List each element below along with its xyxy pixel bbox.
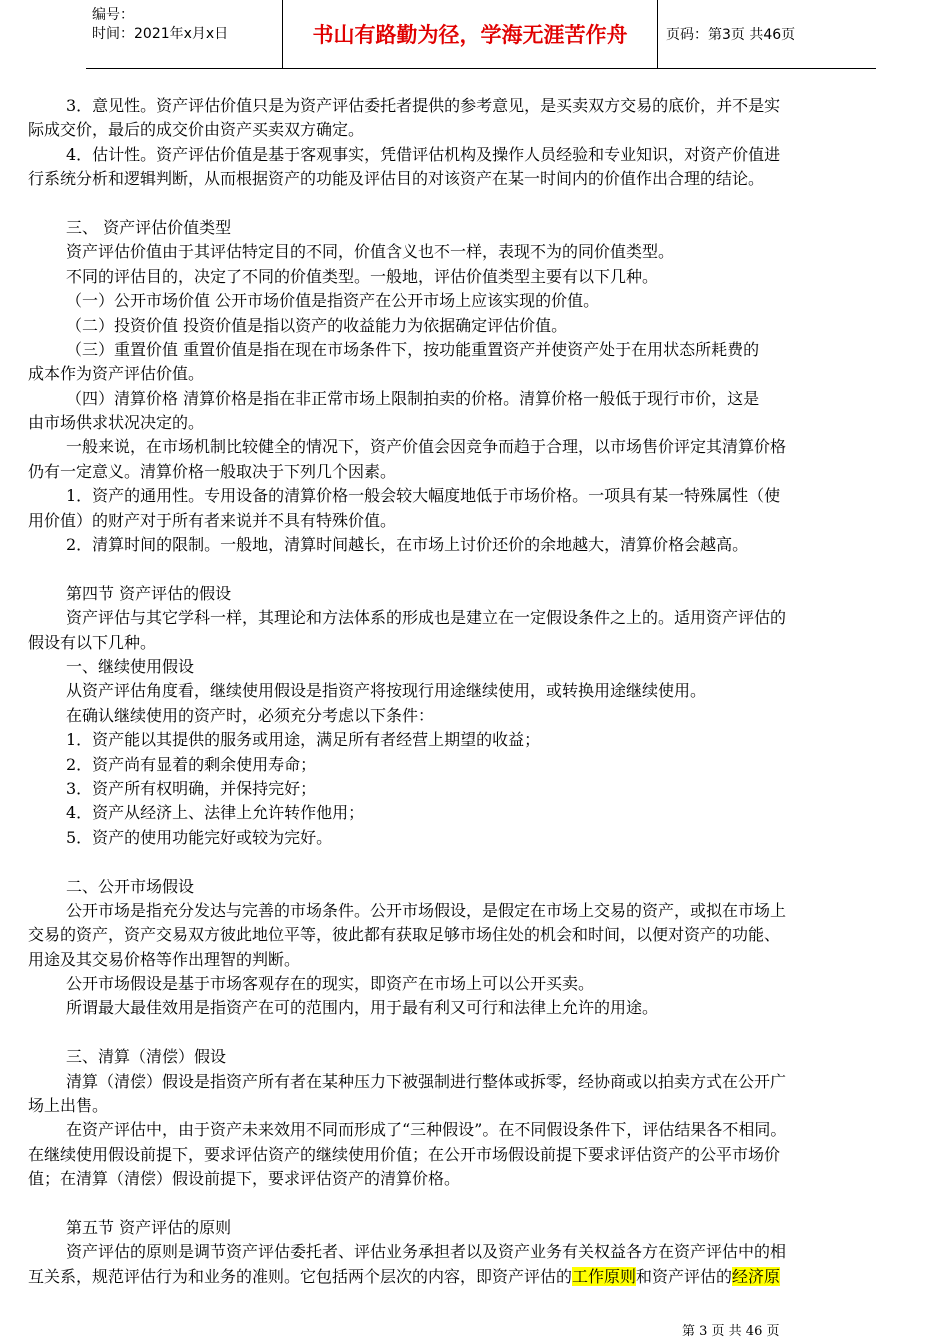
section-heading: 一、继续使用假设: [66, 656, 195, 676]
paragraph-line: 从资产评估角度看，继续使用假设是指资产将按现行用途继续使用，或转换用途继续使用。: [66, 681, 707, 701]
paragraph-line: 场上出售。: [28, 1096, 109, 1116]
header-motto: 书山有路勤为径，学海无涯苦作舟: [283, 0, 658, 68]
paragraph-line: （三）重置价值 重置价值是指在现在市场条件下，按功能重置资产并使资产处于在用状态所耗费的: [66, 339, 760, 359]
header-meta: [86, 0, 283, 68]
paragraph-line: （二）投资价值 投资价值是指以资产的收益能力为依据确定评估价值。: [66, 315, 568, 335]
document-body: [28, 94, 930, 1289]
paragraph-line: （一）公开市场价值 公开市场价值是指资产在公开市场上应该实现的价值。: [66, 291, 600, 311]
text-run: 和资产评估的: [636, 1266, 733, 1286]
paragraph-line: 所谓最大最佳效用是指资产在可的范围内，用于最有利又可行和法律上允许的用途。: [66, 998, 659, 1018]
paragraph-line: 资产评估价值由于其评估特定目的不同，价值含义也不一样，表现不为的同价值类型。: [66, 242, 675, 262]
number-label: 编号：: [92, 7, 134, 23]
paragraph-line: 在继续使用假设前提下，要求评估资产的继续使用价值；在公开市场假设前提下要求评估资产的公平市场价: [28, 1144, 781, 1164]
list-item: 3．资产所有权明确，并保持完好；: [66, 778, 317, 798]
paragraph-line: 用价值）的财产对于所有者来说并不具有特殊价值。: [28, 510, 397, 530]
section-heading: 二、公开市场假设: [66, 876, 195, 896]
paragraph-line: 清算（清偿）假设是指资产所有者在某种压力下被强制进行整体或拆零，经协商或以拍卖方式在公开广: [66, 1071, 787, 1091]
paragraph-line: [28, 1265, 930, 1289]
paragraph-line: 假设有以下几种。: [28, 632, 157, 652]
section-heading: 三、 资产评估价值类型: [66, 217, 232, 237]
paragraph-line: 不同的评估目的，决定了不同的价值类型。一般地，评估价值类型主要有以下几种。: [66, 266, 659, 286]
paragraph-line: 3．意见性。资产评估价值只是为资产评估委托者提供的参考意见，是买卖双方交易的底价，并不是实: [66, 96, 781, 115]
list-item: 2．资产尚有显着的剩余使用寿命；: [66, 754, 317, 774]
paragraph-line: 行系统分析和逻辑判断，从而根据资产的功能及评估目的对该资产在某一时间内的价值作出合理的结论。: [28, 169, 765, 189]
paragraph-line: 在资产评估中，由于资产未来效用不同而形成了“三种假设”。在不同假设条件下，评估结果各不相同。: [66, 1120, 787, 1140]
paragraph-line: 公开市场假设是基于市场客观存在的现实，即资产在市场上可以公开买卖。: [66, 974, 595, 994]
date-label: 时间：2021年x月x日: [92, 26, 229, 42]
header-page-label: 页码：第3页 共46页: [666, 27, 796, 43]
section-heading: 第五节 资产评估的原则: [66, 1217, 232, 1237]
paragraph-line: 4．估计性。资产评估价值是基于客观事实，凭借评估机构及操作人员经验和专业知识，对资产价值进: [66, 144, 781, 164]
paragraph-line: 资产评估的原则是调节资产评估委托者、评估业务承担者以及资产业务有关权益各方在资产评估中的相: [66, 1242, 787, 1262]
paragraph-line: 1．资产的通用性。专用设备的清算价格一般会较大幅度地低于市场价格。一项具有某一特殊属性（使: [66, 486, 781, 506]
paragraph-line: 交易的资产，资产交易双方彼此地位平等，彼此都有获取足够市场住处的机会和时间，以便对资产的功能、: [28, 925, 781, 945]
list-item: 4．资产从经济上、法律上允许转作他用；: [66, 803, 365, 823]
paragraph-line: 2．清算时间的限制。一般地，清算时间越长，在市场上讨价还价的余地越大，清算价格会越高。: [66, 535, 749, 555]
paragraph-line: 资产评估与其它学科一样，其理论和方法体系的形成也是建立在一定假设条件之上的。适用资产评估的: [66, 608, 787, 628]
page-footer: 第 3 页 共 46 页: [682, 1324, 780, 1339]
paragraph-line: 在确认继续使用的资产时，必须充分考虑以下条件：: [66, 705, 435, 725]
paragraph-line: 由市场供求状况决定的。: [28, 413, 205, 433]
section-heading: 第四节 资产评估的假设: [66, 583, 232, 603]
text-run: 互关系，规范评估行为和业务的准则。它包括两个层次的内容，即资产评估的: [28, 1266, 573, 1286]
paragraph-line: 际成交价，最后的成交价由资产买卖双方确定。: [28, 120, 365, 140]
list-item: 1．资产能以其提供的服务或用途，满足所有者经营上期望的收益；: [66, 730, 541, 750]
paragraph-line: 一般来说，在市场机制比较健全的情况下，资产价值会因竞争而趋于合理，以市场售价评定其清算价格: [66, 437, 787, 457]
section-heading: 三、清算（清偿）假设: [66, 1047, 227, 1067]
highlight-text: 工作原则: [572, 1266, 637, 1286]
paragraph-line: 用途及其交易价格等作出理智的判断。: [28, 949, 301, 969]
paragraph-line: 公开市场是指充分发达与完善的市场条件。公开市场假设，是假定在市场上交易的资产，或拟在市场上: [66, 900, 787, 920]
highlight-text: 经济原: [732, 1266, 781, 1286]
paragraph-line: 仍有一定意义。清算价格一般取决于下列几个因素。: [28, 461, 397, 481]
paragraph-line: 值；在清算（清偿）假设前提下，要求评估资产的清算价格。: [28, 1169, 461, 1189]
paragraph-line: （四）清算价格 清算价格是指在非正常市场上限制拍卖的价格。清算价格一般低于现行市价，这是: [66, 388, 760, 408]
page-header: [86, 0, 876, 69]
list-item: 5．资产的使用功能完好或较为完好。: [66, 827, 333, 847]
paragraph-line: 成本作为资产评估价值。: [28, 364, 205, 384]
